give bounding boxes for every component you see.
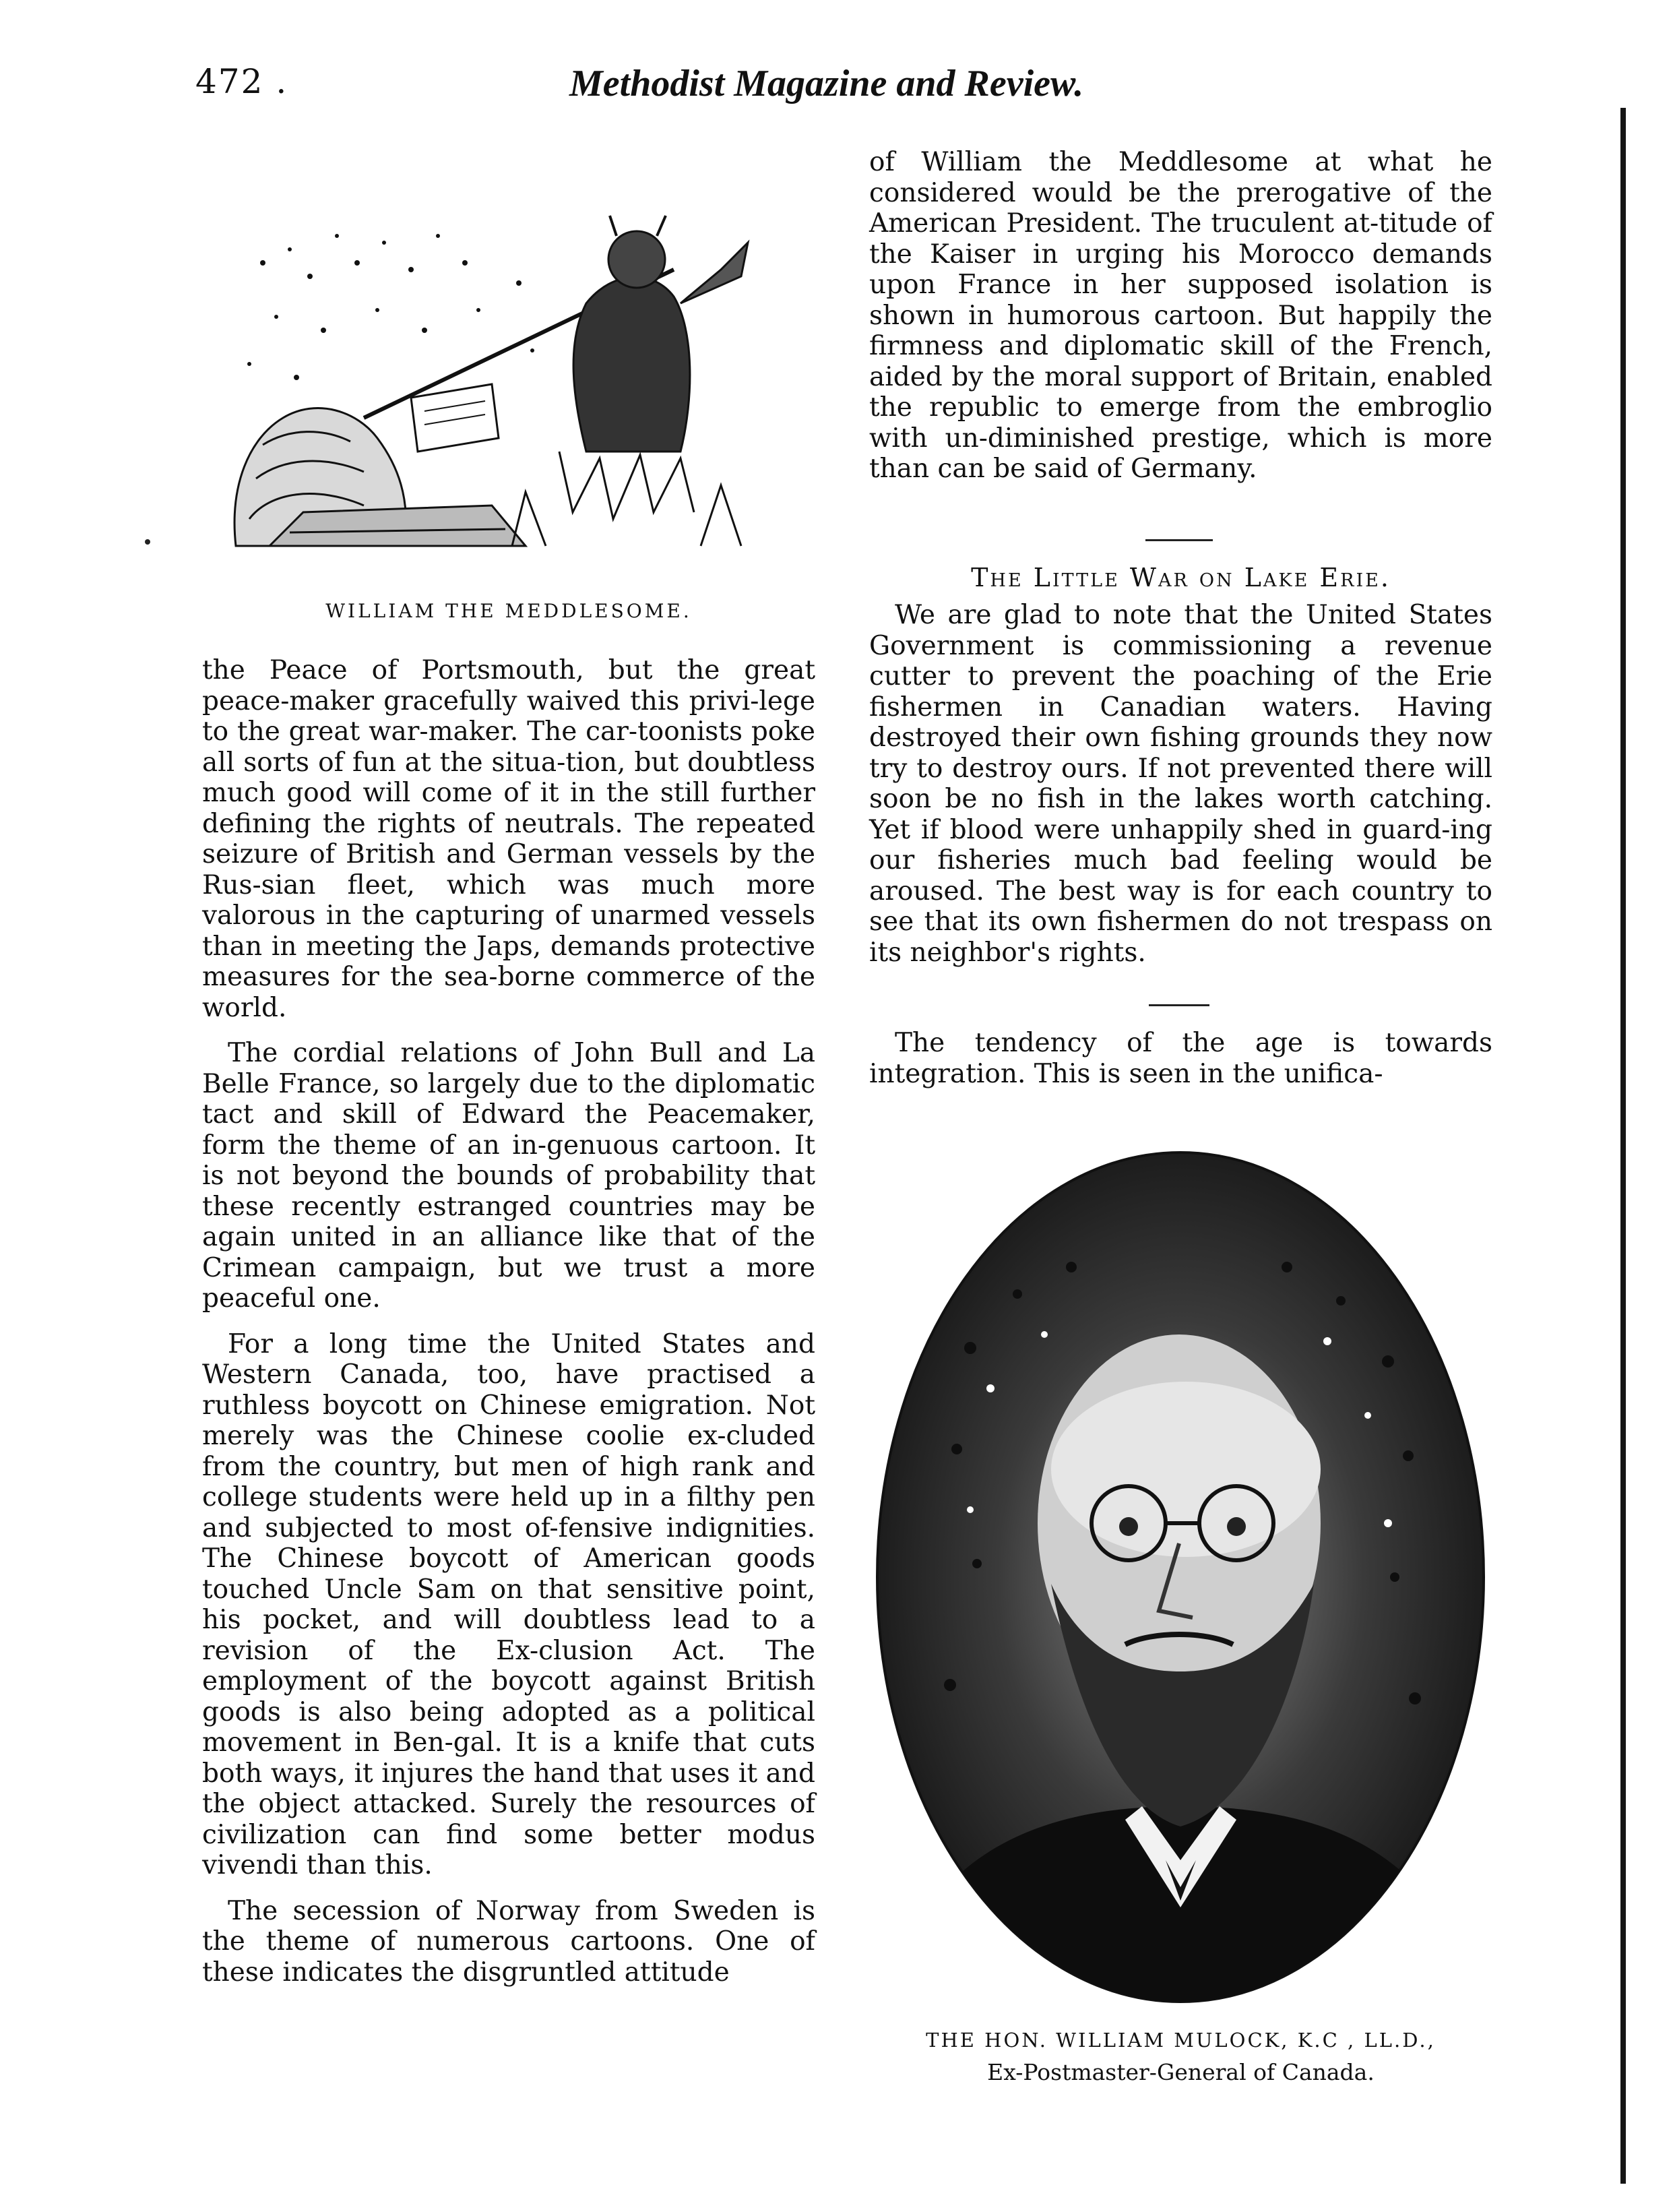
portrait-caption-line2: Ex-Postmaster-General of Canada. xyxy=(987,2059,1375,2085)
right-column-bottom xyxy=(869,1028,1492,1089)
paragraph: The cordial relations of John Bull and La Belle France, so largely due to the diplomatic tact and skill of Edward the Peacemaker, form the theme of an in-genuous cartoon. It is not beyond the bounds of probability that these recently estranged countries may be again united in an alliance like that of the Crimean campaign, but we trust a more peaceful one. xyxy=(202,1038,815,1314)
paragraph: The tendency of the age is towards integration. This is seen in the unifica- xyxy=(869,1028,1492,1089)
paragraph: The secession of Norway from Sweden is the theme of numerous cartoons. One of these indicates the disgruntled attitude xyxy=(202,1895,815,1988)
stray-mark xyxy=(145,539,150,545)
portrait-caption-line1: THE HON. WILLIAM MULOCK, K.C , LL.D., xyxy=(926,2029,1436,2052)
paragraph: the Peace of Portsmouth, but the great peace-maker gracefully waived this privi-lege to the great war-maker. The car-toonists poke all sorts of fun at the situa-tion, but doubtless much good will come of it in the still further defining the rights of neutrals. The repeated seizure of British and German vessels by the Rus-sian fleet, which was much more valorous in the capturing of unarmed vessels than in meeting the Japs, demands protective measures for the sea-borne commerce of the world. xyxy=(202,655,815,1023)
paragraph: of William the Meddlesome at what he considered would be the prerogative of the American President. The truculent at-titude of the Kaiser in urging his Morocco demands upon France in her supposed isolation is shown in humorous cartoon. But happily the firmness and diplomatic skill of the French, aided by the moral support of Britain, enabled the republic to emerge from the embroglio with un-diminished prestige, which is more than can be said of Germany. xyxy=(869,147,1492,484)
scan-edge-bar xyxy=(1620,108,1626,2184)
section-heading: The Little War on Lake Erie. xyxy=(971,563,1391,592)
running-title: Methodist Magazine and Review. xyxy=(569,63,1084,104)
cartoon-illustration xyxy=(209,195,788,573)
section-divider xyxy=(1149,1004,1209,1006)
paragraph: We are glad to note that the United States Government is commissioning a revenue cutter to prevent the poaching of the Erie fishermen in Canadian waters. Having destroyed their own fishing grounds they now try to destroy ours. If not prevented there will soon be no fish in the lakes worth catching. Yet if blood were unhappily shed in guard-ing our fisheries much bad feeling would be aroused. The best way is for each country to see that its own fishermen do not trespass on its neighbor's rights. xyxy=(869,600,1492,968)
portrait-photo xyxy=(869,1146,1492,2008)
paragraph: For a long time the United States and Western Canada, too, have practised a ruthless boycott on Chinese emigration. Not merely was the Chinese coolie ex-cluded from the country, but men of high rank and college students were held up in a filthy pen and subjected to most of-fensive indignities. The Chinese boycott of American goods touched Uncle Sam on that sensitive point, his pocket, and will doubtless lead to a revision of the Ex-clusion Act. The employment of the boycott against British goods is also being adopted as a political movement in Ben-gal. It is a knife that cuts both ways, it injures the hand that uses it and the object attacked. Surely the resources of civilization can find some better modus vivendi than this. xyxy=(202,1328,815,1880)
page-number: 472 . xyxy=(195,62,288,101)
right-column-middle xyxy=(869,600,1492,968)
left-column xyxy=(202,655,815,1988)
right-column-top xyxy=(869,147,1492,485)
cartoon-caption: WILLIAM THE MEDDLESOME. xyxy=(325,600,692,622)
section-divider xyxy=(1145,539,1213,541)
